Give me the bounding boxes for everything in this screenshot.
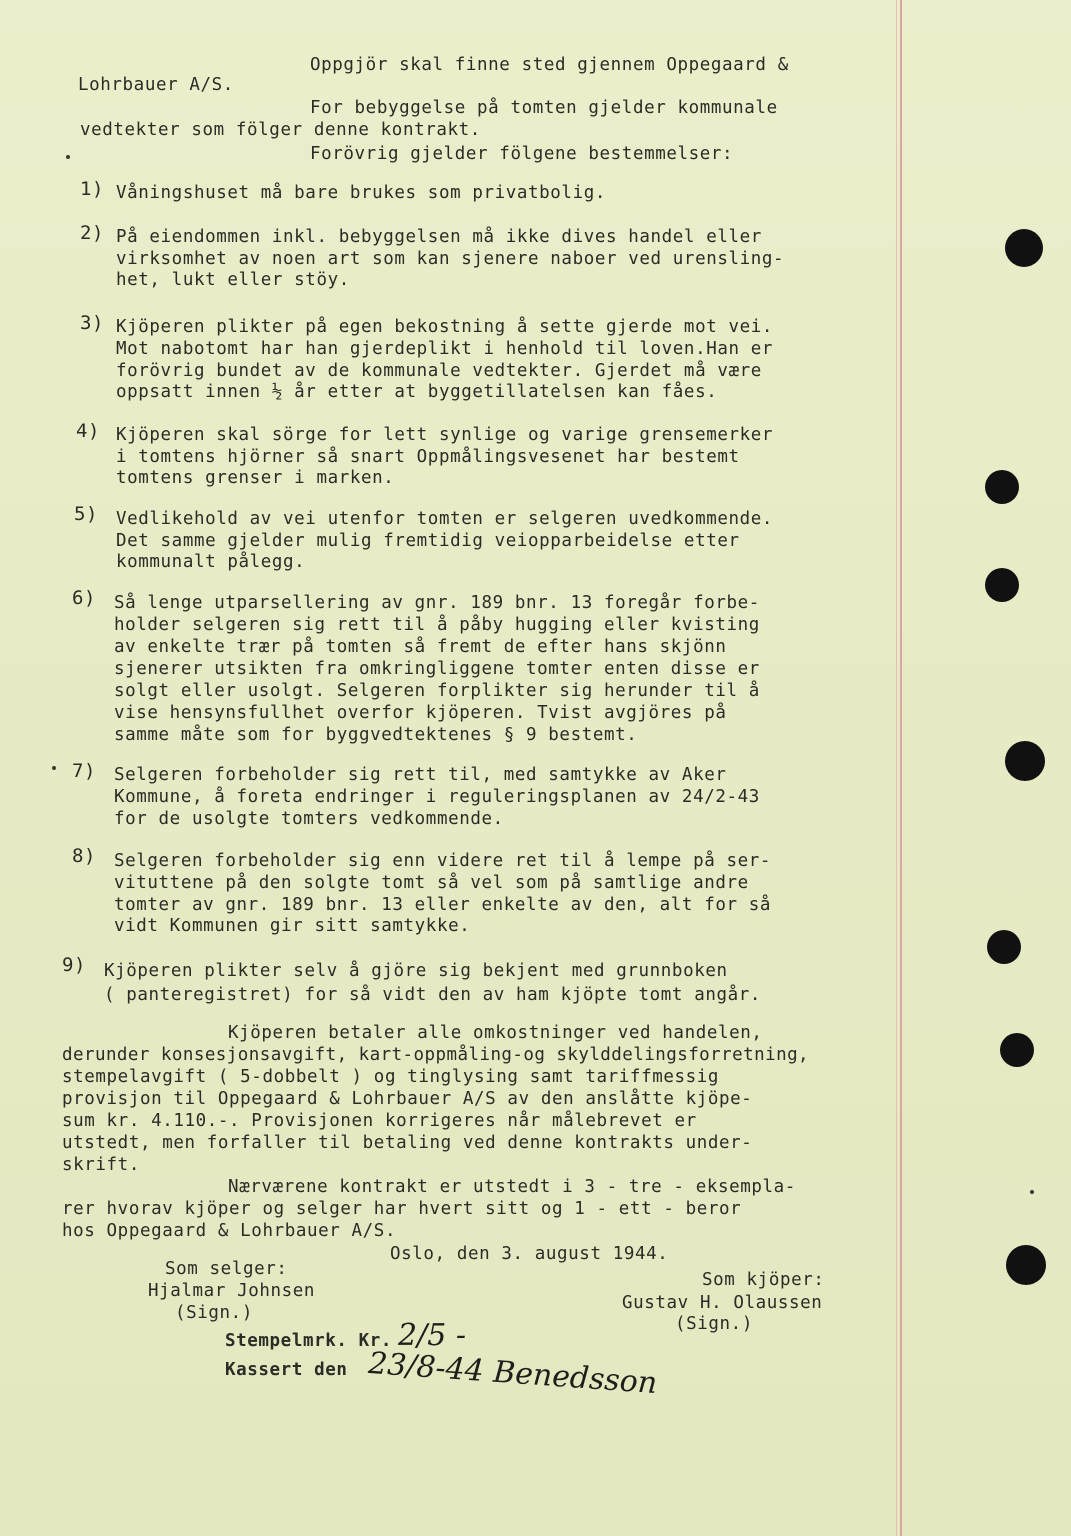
place-date: Oslo, den 3. august 1944. bbox=[390, 1244, 669, 1264]
clause-line: På eiendommen inkl. bebyggelsen må ikke dives handel eller bbox=[116, 227, 762, 247]
punch-hole bbox=[985, 568, 1019, 602]
clause-number: 3) bbox=[80, 312, 105, 334]
punch-hole bbox=[985, 470, 1019, 504]
clause-line: Det samme gjelder mulig fremtidig veiopparbeidelse etter bbox=[116, 531, 740, 551]
clause-line: forövrig bundet av de kommunale vedtekter. Gjerdet må være bbox=[116, 361, 762, 381]
copies-line: Nærværene kontrakt er utstedt i 3 - tre - eksempla- bbox=[228, 1177, 796, 1197]
clause-line: Våningshuset må bare brukes som privatbolig. bbox=[116, 183, 606, 203]
margin-rule bbox=[900, 0, 902, 1536]
punch-hole bbox=[1006, 1245, 1046, 1285]
punch-hole bbox=[987, 930, 1021, 964]
clause-line: av enkelte trær på tomten så fremt de efter hans skjönn bbox=[114, 637, 727, 657]
buyer-sign: (Sign.) bbox=[675, 1314, 753, 1334]
costs-line: Kjöperen betaler alle omkostninger ved handelen, bbox=[228, 1023, 763, 1043]
punch-hole bbox=[1005, 229, 1043, 267]
margin-rule-shadow bbox=[896, 0, 897, 1536]
clause-line: virksomhet av noen art som kan sjenere naboer ved urensling- bbox=[116, 249, 785, 269]
clause-number: 1) bbox=[80, 178, 105, 200]
clause-number: 9) bbox=[62, 954, 87, 976]
clause-number: 4) bbox=[76, 420, 101, 442]
clause-line: Kjöperen skal sörge for lett synlige og varige grensemerker bbox=[116, 425, 774, 445]
stamp-amount: 2/5 - bbox=[398, 1318, 466, 1353]
punch-hole bbox=[1005, 741, 1045, 781]
clause-number: 8) bbox=[72, 845, 97, 867]
clause-line: Kjöperen plikter på egen bekostning å sette gjerde mot vei. bbox=[116, 317, 774, 337]
seller-name: Hjalmar Johnsen bbox=[148, 1281, 316, 1301]
costs-line: skrift. bbox=[62, 1155, 140, 1175]
intro-line-1: Oppgjör skal finne sted gjennem Oppegaard & bbox=[310, 55, 789, 75]
intro-line-4: vedtekter som fölger denne kontrakt. bbox=[80, 120, 481, 140]
clause-line: Kjöperen plikter selv å gjöre sig bekjent med grunnboken bbox=[104, 961, 728, 981]
clause-line: Så lenge utparsellering av gnr. 189 bnr. 13 foregår forbe- bbox=[114, 593, 760, 613]
intro-line-5: Forövrig gjelder fölgene bestemmelser: bbox=[310, 144, 734, 164]
clause-number: 2) bbox=[80, 222, 105, 244]
clause-line: Selgeren forbeholder sig rett til, med samtykke av Aker bbox=[114, 765, 727, 785]
buyer-name: Gustav H. Olaussen bbox=[622, 1293, 823, 1313]
clause-line: sjenerer utsikten fra omkringliggene tomter enten disse er bbox=[114, 659, 760, 679]
costs-line: utstedt, men forfaller til betaling ved denne kontrakts under- bbox=[62, 1133, 753, 1153]
clause-line: vise hensynsfullhet overfor kjöperen. Tvist avgjöres på bbox=[114, 703, 727, 723]
clause-number: 7) bbox=[72, 760, 97, 782]
costs-line: provisjon til Oppegaard & Lohrbauer A/S av den anslåtte kjöpe- bbox=[62, 1089, 753, 1109]
clause-line: tomtens grenser i marken. bbox=[116, 468, 395, 488]
clause-line: i tomtens hjörner så snart Oppmålingsvesenet har bestemt bbox=[116, 447, 740, 467]
clause-line: Mot nabotomt har han gjerdeplikt i henhold til loven.Han er bbox=[116, 339, 774, 359]
costs-line: derunder konsesjonsavgift, kart-oppmåling-og skylddelingsforretning, bbox=[62, 1045, 810, 1065]
clause-line: tomter av gnr. 189 bnr. 13 eller enkelte av den, alt for så bbox=[114, 895, 772, 915]
punch-hole bbox=[1000, 1033, 1034, 1067]
buyer-role: Som kjöper: bbox=[702, 1270, 825, 1290]
ink-speck bbox=[52, 766, 56, 770]
seller-role: Som selger: bbox=[165, 1259, 288, 1279]
costs-line: sum kr. 4.110.-. Provisjonen korrigeres når målebrevet er bbox=[62, 1111, 697, 1131]
stamp-label: Stempelmrk. Kr. bbox=[225, 1331, 393, 1351]
handwritten-cancellation: 23/8-44 Benedsson bbox=[367, 1345, 659, 1402]
ink-speck bbox=[1030, 1190, 1034, 1194]
seller-sign: (Sign.) bbox=[175, 1303, 253, 1323]
intro-line-3: For bebyggelse på tomten gjelder kommunale bbox=[310, 98, 778, 118]
clause-line: Vedlikehold av vei utenfor tomten er selgeren uvedkommende. bbox=[116, 509, 774, 529]
copies-line: hos Oppegaard & Lohrbauer A/S. bbox=[62, 1221, 397, 1241]
clause-line: kommunalt pålegg. bbox=[116, 552, 306, 572]
clause-line: holder selgeren sig rett til å påby hugging eller kvisting bbox=[114, 615, 760, 635]
clause-line: vituttene på den solgte tomt så vel som på samtlige andre bbox=[114, 873, 749, 893]
clause-number: 5) bbox=[74, 503, 99, 525]
clause-line: oppsatt innen ½ år etter at byggetillatelsen kan fåes. bbox=[116, 382, 718, 402]
clause-line: for de usolgte tomters vedkommende. bbox=[114, 809, 504, 829]
costs-line: stempelavgift ( 5-dobbelt ) og tinglysing samt tariffmessig bbox=[62, 1067, 720, 1087]
clause-line: Selgeren forbeholder sig enn videre ret til å lempe på ser- bbox=[114, 851, 772, 871]
clause-line: solgt eller usolgt. Selgeren forplikter sig herunder til å bbox=[114, 681, 760, 701]
clause-line: het, lukt eller stöy. bbox=[116, 270, 350, 290]
clause-line: Kommune, å foreta endringer i reguleringsplanen av 24/2-43 bbox=[114, 787, 760, 807]
clause-line: vidt Kommunen gir sitt samtykke. bbox=[114, 916, 471, 936]
clause-line: samme måte som for byggvedtektenes § 9 bestemt. bbox=[114, 725, 638, 745]
clause-number: 6) bbox=[72, 587, 97, 609]
intro-line-2: Lohrbauer A/S. bbox=[78, 75, 234, 95]
copies-line: rer hvorav kjöper og selger har hvert sitt og 1 - ett - beror bbox=[62, 1199, 742, 1219]
kassert-label: Kassert den bbox=[225, 1360, 348, 1380]
clause-line: ( panteregistret) for så vidt den av ham kjöpte tomt angår. bbox=[104, 985, 762, 1005]
ink-speck bbox=[66, 155, 70, 159]
